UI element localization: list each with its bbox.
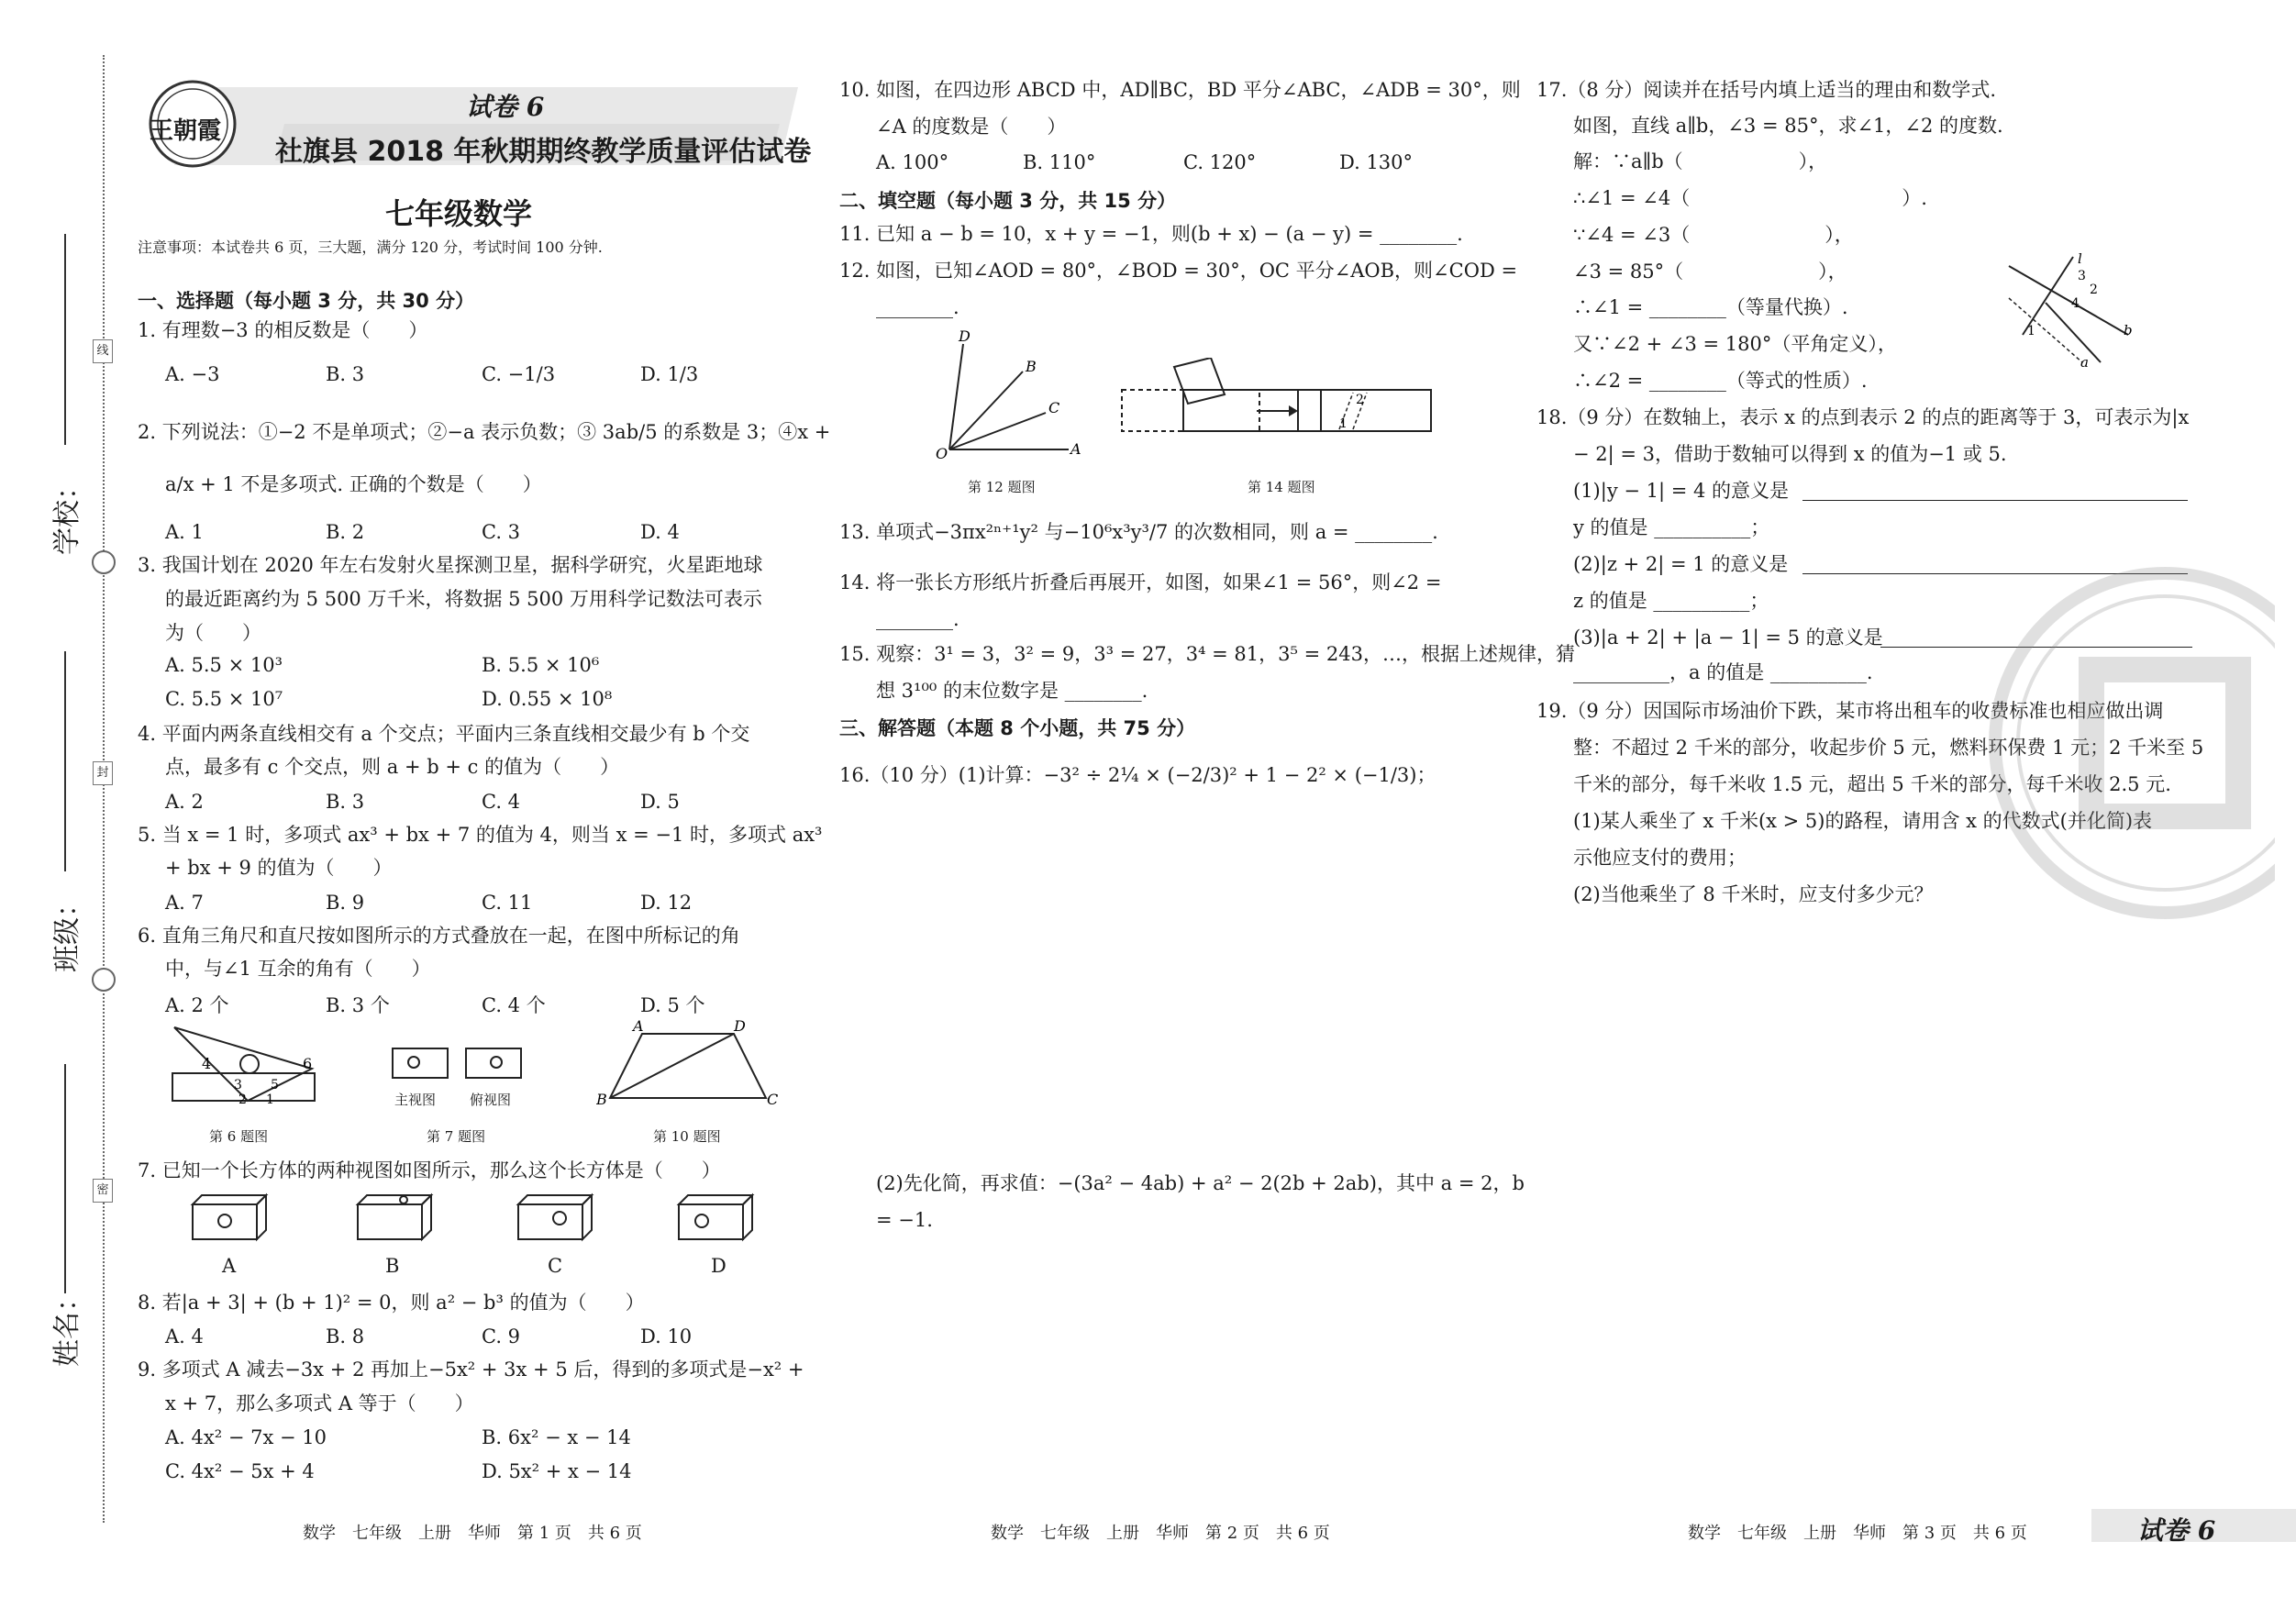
svg-text:D: D (734, 1020, 746, 1035)
q3-stem-2: 的最近距离约为 5 500 万千米，将数据 5 500 万用科学记数法可表示 (165, 588, 762, 610)
svg-text:3: 3 (234, 1078, 242, 1092)
svg-text:6: 6 (303, 1055, 313, 1072)
q6-stem-2: 中，与∠1 互余的角有（ ） (165, 958, 431, 980)
q3-stem-3: 为（ ） (165, 622, 261, 644)
q17-line4: ∵∠4 = ∠3（ ）， (1573, 224, 1854, 246)
section-choice-title: 一、选择题（每小题 3 分，共 30 分） (138, 290, 475, 312)
q8-option-d: D. 10 (640, 1325, 693, 1347)
q10-option-b: B. 110° (1023, 151, 1096, 173)
q4-option-b: B. 3 (326, 791, 365, 813)
svg-text:3: 3 (2078, 269, 2086, 283)
q2-option-c: C. 3 (482, 521, 521, 543)
q5-option-d: D. 12 (640, 892, 693, 914)
q5-stem: 5. 当 x = 1 时，多项式 ax³ + bx + 7 的值为 4，则当 x = −1 时，多项式 ax³ (138, 824, 823, 846)
name-label: 姓名： (51, 1284, 83, 1367)
q17-line7: 又∵∠2 + ∠3 = 180°（平角定义）， (1573, 333, 1897, 355)
seal-line (103, 55, 105, 1523)
svg-text:2: 2 (1356, 393, 1364, 407)
q18-line1: (1)|y − 1| = 4 的意义是 (1573, 480, 1790, 502)
svg-text:A: A (633, 1020, 644, 1035)
q9-option-a: A. 4x² − 7x − 10 (165, 1426, 327, 1448)
caption-fig12: 第 12 题图 (968, 479, 1036, 495)
q9-option-c: C. 4x² − 5x + 4 (165, 1460, 315, 1482)
q2-stem: 2. 下列说法：①−2 不是单项式；②−a 表示负数；③ 3ab/5 的系数是 3；④x + (138, 421, 831, 443)
svg-text:1: 1 (1339, 416, 1348, 431)
q3-option-c: C. 5.5 × 10⁷ (165, 688, 283, 710)
q1-option-d: D. 1/3 (640, 363, 699, 385)
q17-line6: ∴∠1 = ________（等量代换）. (1573, 296, 1848, 318)
svg-text:2: 2 (238, 1092, 247, 1105)
q1-stem: 1. 有理数−3 的相反数是（ ） (138, 319, 428, 341)
svg-text:b: b (2124, 322, 2133, 338)
q2-option-a: A. 1 (165, 521, 204, 543)
brand-logo: 王朝霞 (150, 117, 222, 145)
svg-text:A: A (1070, 440, 1081, 458)
q19-line3: (2)当他乘坐了 8 千米时，应支付多少元？ (1573, 883, 1934, 905)
q19-line2: 示他应支付的费用； (1573, 847, 1747, 869)
q18-line4: z 的值是 __________； (1573, 590, 1769, 612)
q4-option-a: A. 2 (165, 791, 204, 813)
q6-option-d: D. 5 个 (640, 994, 705, 1016)
q17-line8: ∴∠2 = ________（等式的性质）. (1573, 370, 1868, 392)
q10-option-d: D. 130° (1339, 151, 1414, 173)
q10-stem: 10. 如图，在四边形 ABCD 中，AD∥BC，BD 平分∠ABC，∠ADB = 30°，则 (839, 79, 1521, 101)
svg-text:D: D (959, 330, 971, 345)
q16-part2: (2)先化简，再求值：−(3a² − 4ab) + a² − 2(2b + 2ab)，其中 a = 2，b (876, 1172, 1525, 1194)
q1-option-c: C. −1/3 (482, 363, 556, 385)
footer-page-3: 数学 七年级 上册 华师 第 3 页 共 6 页 (1688, 1524, 2027, 1543)
class-label: 班级： (51, 890, 83, 972)
q6-option-a: A. 2 个 (165, 994, 229, 1016)
figure-q17 (1991, 243, 2137, 372)
q7-option-a: A (222, 1255, 237, 1277)
caption-fig6: 第 6 题图 (209, 1128, 269, 1145)
q3-option-d: D. 0.55 × 10⁸ (482, 688, 613, 710)
svg-text:C: C (767, 1091, 779, 1107)
q1-option-a: A. −3 (165, 363, 220, 385)
q17-line1: 如图，直线 a∥b，∠3 = 85°，求∠1，∠2 的度数. (1573, 115, 2003, 137)
seal-tag-line: 线 (93, 339, 113, 363)
q18-line6: __________，a 的值是 __________. (1573, 661, 1873, 683)
figure-q7-options (188, 1191, 775, 1246)
footer-exam-tag (2091, 1509, 2296, 1546)
q15-stem-2: 想 3¹⁰⁰ 的末位数字是 ________. (876, 680, 1148, 702)
q17-line3: ∴∠1 = ∠4（ ）. (1573, 187, 1927, 209)
q4-stem: 4. 平面内两条直线相交有 a 个交点；平面内三条直线相交最少有 b 个交 (138, 723, 750, 745)
q5-option-c: C. 11 (482, 892, 533, 914)
q2-option-d: D. 4 (640, 521, 680, 543)
q13-stem: 13. 单项式−3πx²ⁿ⁺¹y² 与−10⁶x³y³/7 的次数相同，则 a = ________. (839, 521, 1438, 543)
class-line (64, 651, 68, 871)
caption-fig14: 第 14 题图 (1248, 479, 1315, 495)
subject-title: 七年级数学 (385, 196, 533, 231)
figure-q7-views (390, 1046, 537, 1082)
q3-option-a: A. 5.5 × 10³ (165, 654, 283, 676)
q3-stem: 3. 我国计划在 2020 年左右发射火星探测卫星，据科学研究，火星距地球 (138, 554, 763, 576)
svg-text:C: C (1048, 399, 1060, 416)
notice: 注意事项：本试卷共 6 页，三大题，满分 120 分，考试时间 100 分钟. (138, 238, 603, 256)
q8-option-b: B. 8 (326, 1325, 365, 1347)
q7-option-d: D (711, 1255, 727, 1277)
q2-stem-2: a/x + 1 不是多项式. 正确的个数是（ ） (165, 473, 542, 495)
svg-text:B: B (596, 1091, 607, 1107)
svg-text:4: 4 (2071, 296, 2080, 311)
footer-exam-tag-label: 试卷 6 (2137, 1515, 2216, 1546)
q18-stem: 18.（9 分）在数轴上，表示 x 的点到表示 2 的点的距离等于 3，可表示为|x (1536, 406, 2190, 428)
q19-line1: (1)某人乘坐了 x 千米(x > 5)的路程，请用含 x 的代数式(并化简)表 (1573, 810, 2153, 832)
q18-line2: y 的值是 __________； (1573, 516, 1770, 538)
svg-text:B: B (1026, 358, 1037, 375)
q19-stem-3: 千米的部分，每千米收 1.5 元，超出 5 千米的部分，每千米收 2.5 元. (1573, 773, 2171, 795)
q14-stem-2: ________. (876, 608, 959, 630)
q9-stem-2: x + 7，那么多项式 A 等于（ ） (165, 1392, 474, 1414)
q15-stem: 15. 观察：3¹ = 3，3² = 9，3³ = 27，3⁴ = 81，3⁵ = 243，…，根据上述规律，猜 (839, 643, 1575, 665)
q3-option-b: B. 5.5 × 10⁶ (482, 654, 600, 676)
q19-stem: 19.（9 分）因国际市场油价下跌，某市将出租车的收费标准也相应做出调 (1536, 700, 2164, 722)
exam-number: 试卷 6 (466, 92, 545, 122)
school-label: 学校： (51, 472, 83, 555)
exam-title: 社旗县 2018 年秋期期终教学质量评估试卷 (275, 136, 812, 168)
q8-stem: 8. 若|a + 3| + (b + 1)² = 0，则 a² − b³ 的值为（ ） (138, 1292, 645, 1314)
q16-stem: 16.（10 分）(1)计算：−3² ÷ 2¼ × (−2/3)² + 1 − 2² × (−1/3)； (839, 764, 1436, 786)
q10-option-a: A. 100° (876, 151, 949, 173)
footer-page-2: 数学 七年级 上册 华师 第 2 页 共 6 页 (991, 1524, 1330, 1543)
section-fill-title: 二、填空题（每小题 3 分，共 15 分） (839, 190, 1177, 212)
q11-stem: 11. 已知 a − b = 10，x + y = −1，则(b + x) − (a − y) = ________. (839, 223, 1463, 245)
q4-option-d: D. 5 (640, 791, 680, 813)
q6-option-c: C. 4 个 (482, 994, 546, 1016)
q1-option-b: B. 3 (326, 363, 365, 385)
q12-stem: 12. 如图，已知∠AOD = 80°，∠BOD = 30°，OC 平分∠AOB，则∠COD = (839, 260, 1518, 282)
q14-stem: 14. 将一张长方形纸片折叠后再展开，如图，如果∠1 = 56°，则∠2 = (839, 571, 1442, 593)
name-line (64, 1064, 68, 1293)
section-answer-title: 三、解答题（本题 8 个小题，共 75 分） (839, 717, 1196, 739)
q8-option-c: C. 9 (482, 1325, 521, 1347)
q7-option-c: C (548, 1255, 563, 1277)
q17-line2: 解：∵a∥b（ ）， (1573, 150, 1828, 172)
q9-option-b: B. 6x² − x − 14 (482, 1426, 631, 1448)
q18-blank1[interactable] (1802, 500, 2188, 501)
q10-stem-2: ∠A 的度数是（ ） (876, 116, 1067, 138)
q19-stem-2: 整：不超过 2 千米的部分，收起步价 5 元，燃料环保费 1 元；2 千米至 5 (1573, 737, 2204, 759)
q2-option-b: B. 2 (326, 521, 365, 543)
q5-stem-2: + bx + 9 的值为（ ） (165, 857, 393, 879)
svg-text:l: l (2078, 250, 2082, 267)
svg-text:O: O (936, 445, 948, 462)
school-line (64, 234, 68, 445)
q5-option-a: A. 7 (165, 892, 204, 914)
q18-stem-2: − 2| = 3，借助于数轴可以得到 x 的值为−1 或 5. (1573, 443, 2007, 465)
svg-text:2: 2 (2090, 283, 2098, 297)
svg-text:5: 5 (271, 1078, 279, 1092)
figure-q6 (165, 1023, 330, 1105)
q6-stem: 6. 直角三角尺和直尺按如图所示的方式叠放在一起，在图中所标记的角 (138, 925, 740, 947)
q17-line5: ∠3 = 85°（ ）， (1573, 261, 1847, 283)
svg-text:4: 4 (202, 1055, 212, 1072)
q16-part2-cont: = −1. (876, 1209, 933, 1231)
footer-page-1: 数学 七年级 上册 华师 第 1 页 共 6 页 (303, 1524, 642, 1543)
caption-fig7: 第 7 题图 (427, 1128, 486, 1145)
q7-stem: 7. 已知一个长方体的两种视图如图所示，那么这个长方体是（ ） (138, 1159, 721, 1181)
q18-line3: (2)|z + 2| = 1 的意义是 (1573, 553, 1789, 575)
q4-option-c: C. 4 (482, 791, 521, 813)
figure-q14 (1119, 358, 1440, 440)
watermark-stamp (1972, 550, 2275, 936)
seal-tag-seal: 封 (93, 761, 113, 785)
caption-fig10: 第 10 题图 (653, 1128, 721, 1145)
q6-option-b: B. 3 个 (326, 994, 390, 1016)
caption-top-view: 俯视图 (470, 1092, 512, 1108)
q5-option-b: B. 9 (326, 892, 365, 914)
figure-q12 (931, 330, 1087, 463)
svg-text:a: a (2080, 354, 2089, 371)
q9-option-d: D. 5x² + x − 14 (482, 1460, 632, 1482)
q17-stem: 17.（8 分）阅读并在括号内填上适当的理由和数学式. (1536, 79, 1997, 101)
q10-option-c: C. 120° (1183, 151, 1257, 173)
q9-stem: 9. 多项式 A 减去−3x + 2 再加上−5x² + 3x + 5 后，得到的多项式是−x² + (138, 1359, 804, 1381)
seal-tag-secret: 密 (93, 1179, 113, 1203)
svg-text:1: 1 (266, 1092, 274, 1105)
q8-option-a: A. 4 (165, 1325, 204, 1347)
seal-hole-icon (92, 968, 116, 992)
q18-line5: (3)|a + 2| + |a − 1| = 5 的意义是 (1573, 627, 1883, 649)
caption-front-view: 主视图 (394, 1092, 437, 1108)
q12-stem-2: ________. (876, 296, 959, 318)
seal-hole-icon (92, 550, 116, 574)
figure-q10 (596, 1020, 780, 1107)
svg-text:1: 1 (2027, 324, 2035, 338)
q4-stem-2: 点，最多有 c 个交点，则 a + b + c 的值为（ ） (165, 756, 620, 778)
q7-option-b: B (385, 1255, 400, 1277)
